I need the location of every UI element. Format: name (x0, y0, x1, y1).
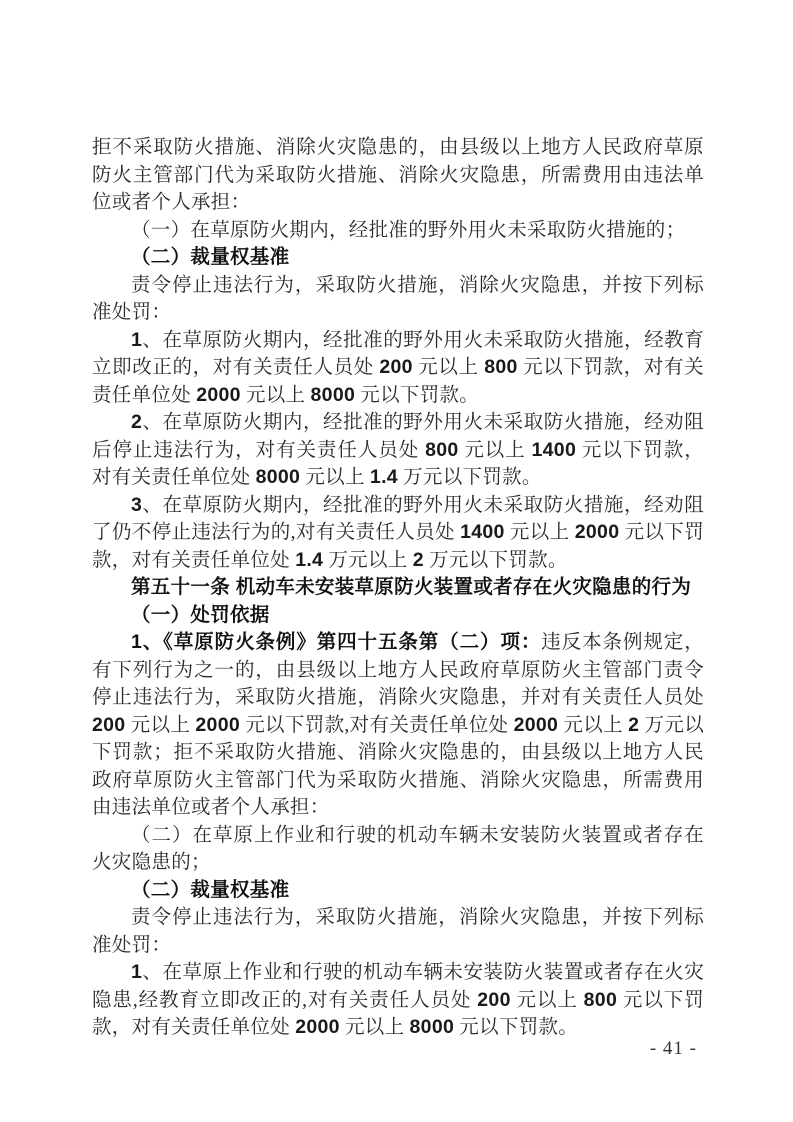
number-text: 1.4 (295, 548, 324, 571)
body-text: 元以上 (240, 384, 311, 406)
bold-text: 第五十一条 机动车未安装草原防火装置或者存在火灾隐患的行为 (131, 576, 692, 598)
para-regulation-citation (92, 629, 704, 822)
number-text: 8000 (310, 383, 356, 406)
body-text: 元以下罚款，对有关责任单位处 (92, 989, 705, 1038)
para-standard-2 (92, 409, 704, 492)
body-text: 、在草原防火期内，经批准的野外用火未采取防火措施，经劝阻了仍不停止违法行为的,对有关责任人员处 (92, 494, 704, 543)
heading-penalty-basis (92, 602, 704, 630)
body-text: 万元以下罚款。 (423, 549, 568, 571)
number-text: 2000 (574, 521, 620, 543)
heading-article-51 (92, 574, 704, 602)
number-text: 2 (628, 713, 640, 736)
number-text: 1400 (460, 521, 505, 543)
number-text: 800 (484, 356, 518, 378)
body-text: 、在草原防火期内，经批准的野外用火未采取防火措施，经教育立即改正的，对有关责任人员处 (92, 329, 704, 378)
bold-text: （二）裁量权基准 (131, 246, 290, 268)
bold-text: （一）处罚依据 (131, 603, 270, 626)
body-text: 元以下罚款，对有关责任单位处 (92, 522, 704, 571)
body-text: 元以下罚款。 (454, 1017, 579, 1038)
body-text: （二）在草原上作业和行驶的机动车辆未安装防火装置或者存在火灾隐患的； (92, 824, 704, 873)
body-text: 违反本条例规定，有下列行为之一的，由县级以上地方人民政府草原防火主管部门责令停止违法行为，采取防火措施，消除火灾隐患，并对有关责任人员处 (92, 632, 704, 708)
heading-discretion-basis-1 (92, 244, 704, 272)
para-vehicle-standard-1 (92, 959, 704, 1042)
page-number: - 41 - (649, 1038, 697, 1059)
body-text: （一）在草原防火期内，经批准的野外用火未采取防火措施的； (131, 219, 686, 241)
body-text: 、在草原上作业和行驶的机动车辆未安装防火装置或者存在火灾隐患,经教育立即改正的,对有关责任人员处 (92, 962, 704, 1011)
body-text: 、在草原防火期内，经批准的野外用火未采取防火措施，经劝阻后停止违法行为，对有关责任人员处 (92, 412, 704, 461)
body-text: 元以上 (300, 467, 370, 488)
number-text: 2000 (195, 713, 240, 736)
para-continuation-top (92, 134, 704, 217)
para-standard-1 (92, 327, 704, 410)
body-text: 责令停止违法行为，采取防火措施，消除火灾隐患，并按下列标准处罚： (92, 274, 704, 323)
para-item-one (92, 217, 704, 245)
number-text: 3 (131, 493, 143, 516)
number-text: 200 (92, 713, 126, 736)
body-text: 元以上 (458, 439, 532, 461)
body-text: 拒不采取防火措施、消除火灾隐患的，由县级以上地方人民政府草原防火主管部门代为采取防火措施、消除火灾隐患，所需费用由违法单位或者个人承担： (92, 137, 704, 213)
body-text: 万元以下罚款；拒不采取防火措施、消除火灾隐患的，由县级以上地方人民政府草原防火主管部门代为采取防火措施、消除火灾隐患，所需费用由违法单位或者个人承担： (92, 714, 705, 818)
bold-text: （二）裁量权基准 (131, 878, 290, 901)
body-text: 元以上 (504, 522, 575, 543)
body-text: 元以下罚款，对有关责任单位处 (92, 439, 704, 488)
number-text: 8000 (255, 466, 301, 488)
para-order-stop-1 (92, 272, 704, 327)
bold-text: 1、《草原防火条例》第四十五条第（二）项： (131, 631, 542, 653)
number-text: 800 (425, 438, 459, 461)
number-text: 2 (131, 411, 143, 433)
body-text: 万元以上 (323, 549, 413, 571)
body-text: 元以下罚款，对有关责任单位处 (92, 357, 704, 406)
body-text: 元以上 (339, 1017, 410, 1038)
number-text: 200 (379, 356, 413, 378)
para-order-stop-2 (92, 904, 704, 959)
body-text: 元以下罚款。 (355, 384, 480, 406)
heading-discretion-basis-2 (92, 877, 704, 905)
body-text: 元以上 (558, 714, 629, 736)
number-text: 200 (477, 988, 511, 1011)
body-text: 元以上 (510, 989, 584, 1011)
number-text: 800 (583, 988, 618, 1011)
number-text: 2000 (513, 713, 559, 736)
number-text: 2000 (196, 383, 241, 406)
number-text: 8000 (409, 1016, 455, 1038)
body-text: 元以下罚款,对有关责任单位处 (240, 714, 514, 736)
para-standard-3 (92, 492, 704, 575)
body-text: 万元以下罚款。 (397, 467, 542, 488)
body-text: 责令停止违法行为，采取防火措施，消除火灾隐患，并按下列标准处罚： (92, 907, 704, 956)
body-text: 元以上 (412, 357, 485, 378)
number-text: 2000 (295, 1016, 340, 1038)
number-text: 1 (131, 328, 143, 351)
number-text: 1.4 (369, 466, 398, 488)
number-text: 1400 (531, 438, 577, 461)
number-text: 1 (131, 961, 143, 983)
document-body (92, 134, 704, 1042)
para-item-two (92, 822, 704, 877)
number-text: 2 (412, 548, 424, 571)
body-text: 元以上 (125, 714, 196, 736)
